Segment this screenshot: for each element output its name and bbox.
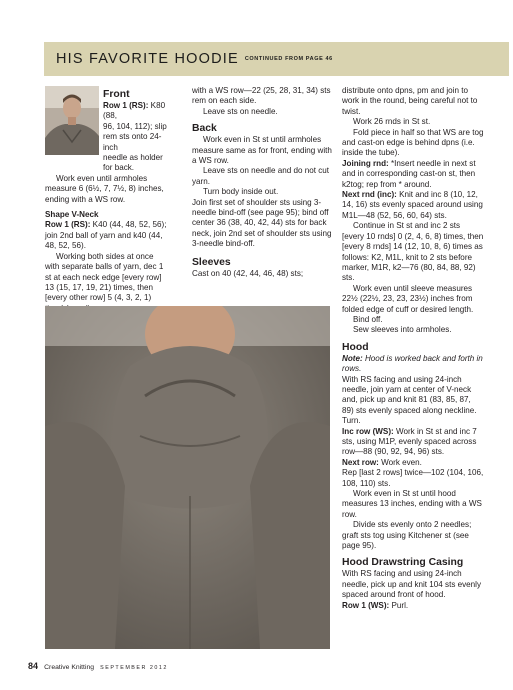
front-heading: Front bbox=[103, 89, 130, 100]
back-paragraph-4: Join first set of shoulder sts using 3-needle bind-off (see page 95); bind off center 36 (38, 40, 42, 44) sts for back neck, join 2nd set of shoulder sts using 3-needle bind-off. bbox=[192, 197, 332, 249]
sleeve-paragraph-6: Bind off. bbox=[353, 314, 383, 324]
drawstring-casing-heading: Hood Drawstring Casing bbox=[342, 557, 464, 569]
pattern-title: HIS FAVORITE HOODIE CONTINUED FROM PAGE 46 bbox=[56, 51, 333, 67]
row1-text-e: for back. bbox=[103, 163, 135, 173]
column-3 bbox=[342, 86, 484, 611]
back-paragraph-1: Work even in St st until armholes measure same as for front, ending with a WS row. bbox=[192, 135, 332, 166]
sleeve-paragraph-5: Work even until sleeve measures 22½ (22½, 23, 23, 23½) inches from folded edge of cuff or desired length. bbox=[342, 283, 474, 314]
col2-paragraph-1: with a WS row—22 (25, 28, 31, 34) sts rem on each side. bbox=[192, 86, 331, 106]
sleeve-paragraph-2: Work 26 rnds in St st. bbox=[353, 117, 431, 127]
vneck-row1-text: K40 (44, 48, 52, 56); join 2nd ball of yarn and k40 (44, 48, 52, 56). bbox=[45, 220, 167, 251]
next-rnd-text: Knit and inc 8 (10, 12, 14, 16) sts evenly spaced around using M1L—48 (52, 56, 60, 64) sts. bbox=[342, 190, 483, 220]
column-2 bbox=[192, 86, 332, 279]
vneck-row1-label: Row 1 (RS): bbox=[45, 220, 91, 230]
row1-text-b: 96, 104, 112); slip bbox=[103, 121, 167, 131]
issue-date: SEPTEMBER 2012 bbox=[100, 665, 168, 671]
hood-note-label: Note: bbox=[342, 353, 363, 363]
inc-row-label: Inc row (WS): bbox=[342, 426, 394, 436]
continued-note: CONTINUED FROM PAGE 46 bbox=[244, 56, 333, 63]
front-paragraph-1: Work even until armholes measure 6 (6½, 7, 7½, 8) inches, ending with a WS row. bbox=[45, 173, 164, 204]
row1-text-d: needle as holder bbox=[103, 153, 163, 163]
hood-note-text: Hood is worked back and forth in rows. bbox=[342, 353, 483, 374]
next-row-label: Next row: bbox=[342, 457, 379, 467]
joining-rnd-text: *Insert needle in next st and in corresponding cast-on st, then k2tog; rep from * around. bbox=[342, 158, 476, 189]
page-number: 84 bbox=[28, 661, 39, 671]
joining-rnd-label: Joining rnd: bbox=[342, 158, 389, 168]
page-footer bbox=[28, 661, 168, 671]
sleeves-heading: Sleeves bbox=[192, 256, 231, 268]
casing-row1-label: Row 1 (WS): bbox=[342, 600, 390, 610]
casing-paragraph-1: With RS facing and using 24-inch needle, pick up and knit 104 sts evenly spaced around front of hood. bbox=[342, 569, 482, 600]
hood-paragraph-2: Rep [last 2 rows] twice—102 (104, 106, 108, 110) sts. bbox=[342, 468, 484, 488]
hood-heading: Hood bbox=[342, 341, 369, 353]
hood-paragraph-1: With RS facing and using 24-inch needle, join yarn at center of V-neck and, pick up and knit 81 (83, 85, 87, 89) sts evenly spaced along neckline. Turn. bbox=[342, 374, 477, 426]
sleeve-paragraph-4: Continue in St st and inc 2 sts [every 10 rnds] 0 (2, 4, 6, 8) times, then [every 8 rnds] 14 (12, 10, 8, 6) times as follows: K2, M1L, knit to 2 sts before marker, M1R, k2—76 (80, 84, 88, 92) sts. bbox=[342, 221, 484, 283]
casing-row1-text: Purl. bbox=[391, 600, 409, 610]
back-heading: Back bbox=[192, 123, 217, 135]
back-paragraph-3: Turn body inside out. bbox=[203, 187, 279, 197]
sleeves-paragraph-1: Cast on 40 (42, 44, 46, 48) sts; bbox=[192, 268, 304, 278]
section-header bbox=[44, 42, 509, 76]
sleeve-paragraph-1: distribute onto dpns, pm and join to work in the round, being careful not to twist. bbox=[342, 86, 478, 116]
row1-label: Row 1 (RS): bbox=[103, 101, 149, 110]
row1-text-c: rem sts onto 24-inch bbox=[103, 132, 162, 152]
back-paragraph-2: Leave sts on needle and do not cut yarn. bbox=[192, 166, 329, 186]
shape-vneck-heading: Shape V-Neck bbox=[45, 210, 99, 220]
column-1 bbox=[45, 86, 167, 314]
hood-paragraph-4: Divide sts evenly onto 2 needles; graft sts tog using Kitchener st (see page 95). bbox=[342, 520, 472, 551]
magazine-name: Creative Knitting bbox=[44, 664, 95, 671]
vneck-paragraph: Working both sides at once with separate balls of yarn, dec 1 st at each neck edge [every row] 13 (15, 17, 19, 21) times, then [every other row] 5 (4, 3, 2, 1) bbox=[45, 251, 164, 303]
next-rnd-label: Next rnd (inc): bbox=[342, 190, 397, 200]
row1-text-a: K80 (88, bbox=[103, 101, 166, 121]
hoodie-back-photo bbox=[45, 306, 330, 649]
inc-row-text: Work in St st and inc 7 sts, using M1P, evenly spaced across row—88 (90, 92, 94, 96) sts. bbox=[342, 426, 477, 457]
sleeve-paragraph-7: Sew sleeves into armholes. bbox=[353, 325, 452, 335]
next-row-text: Work even. bbox=[381, 457, 422, 467]
hood-paragraph-3: Work even in St st until hood measures 13 inches, ending with a WS row. bbox=[342, 489, 482, 519]
sleeve-paragraph-3: Fold piece in half so that WS are tog and cast-on edge is behind dpns (i.e. inside the tube). bbox=[342, 127, 484, 158]
col2-paragraph-2: Leave sts on needle. bbox=[203, 106, 278, 116]
